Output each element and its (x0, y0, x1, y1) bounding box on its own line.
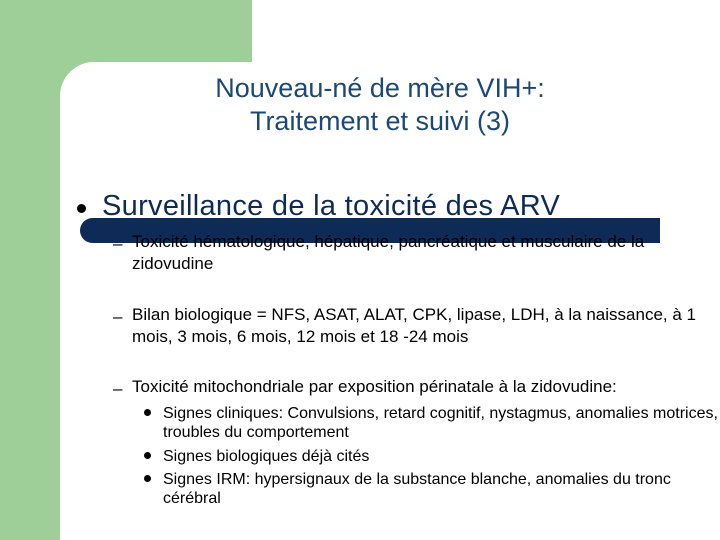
sub-bullet-icon (144, 409, 151, 416)
sub-bullet-icon (144, 475, 151, 482)
list-item-toxicite-mitochondriale: Toxicité mitochondriale par exposition périnatale à la zidovudine: (132, 377, 617, 396)
heading-bullet-icon (77, 204, 86, 213)
list-item-bilan-biologique: Bilan biologique = NFS, ASAT, ALAT, CPK, lipase, LDH, à la naissance, à 1 mois, 3 mois, 6 mois, 12 mois et 18 -24 mois (132, 305, 696, 346)
decorative-green-block-left (0, 0, 60, 540)
list-item-toxicite-zidovudine: Toxicité hématologique, hépatique, pancréatique et musculaire de la zidovudine (132, 232, 645, 273)
sub-bullet-icon (144, 452, 151, 459)
dash-marker-2: – (113, 307, 123, 326)
dash-marker-1: – (113, 234, 123, 253)
slide-title-line2: Traitement et suivi (3) (249, 106, 511, 136)
slide-title (120, 72, 640, 138)
slide-title-line1: Nouveau-né de mère VIH+: (215, 73, 545, 103)
sub-item-signes-cliniques: Signes cliniques: Convulsions, retard cognitif, nystagmus, anomalies motrices, troubles du comportement (163, 405, 718, 441)
sub-item-signes-biologiques: Signes biologiques déjà cités (163, 448, 370, 465)
dash-marker-3: – (113, 379, 123, 398)
section-heading: Surveillance de la toxicité des ARV (102, 190, 561, 222)
sub-item-signes-irm: Signes IRM: hypersignaux de la substance blanche, anomalies du tronc cérébral (163, 471, 671, 507)
